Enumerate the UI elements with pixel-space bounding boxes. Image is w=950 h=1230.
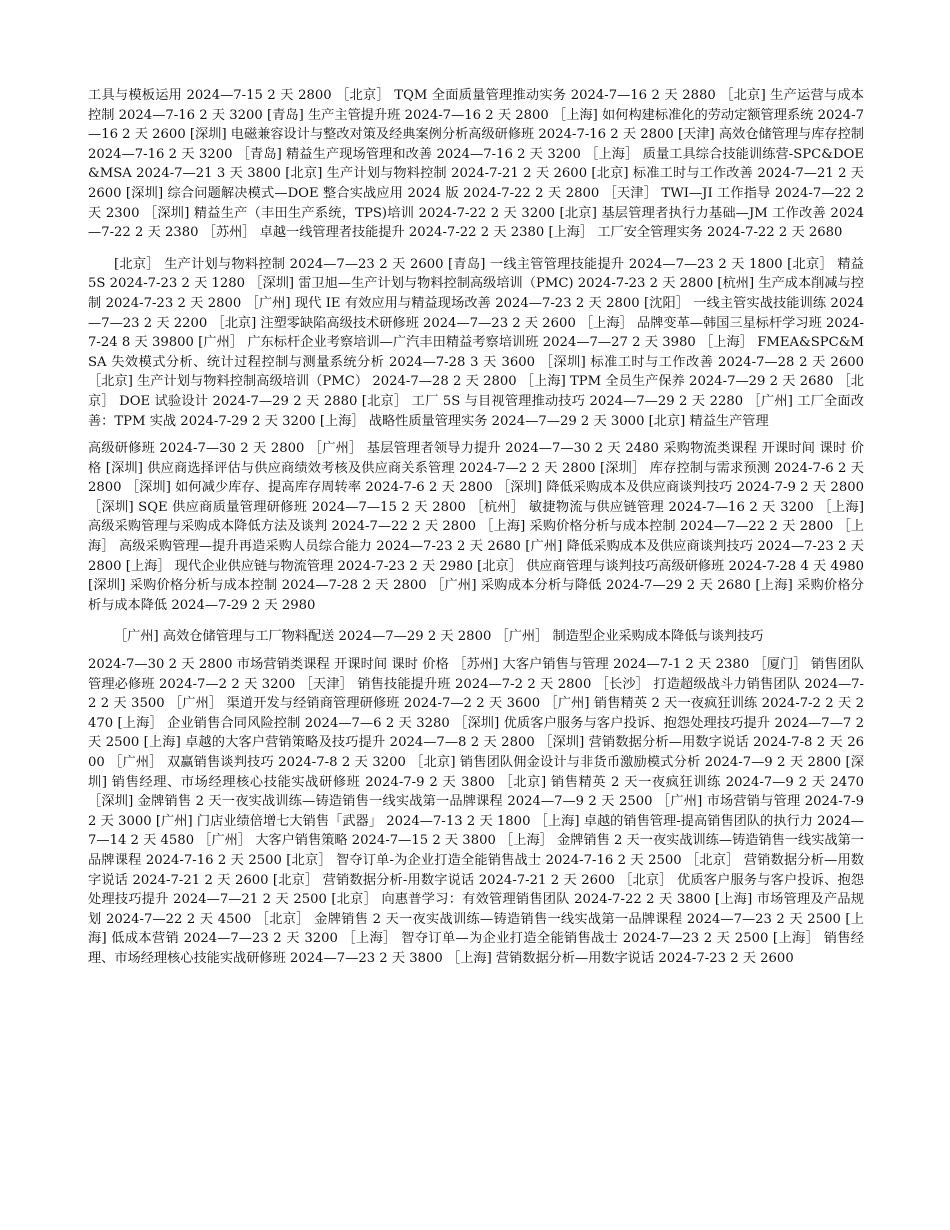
- spacer: [88, 647, 864, 655]
- spacer: [88, 615, 864, 627]
- spacer: [88, 243, 864, 255]
- paragraph-production-courses-2: [北京］ 生产计划与物料控制 2024—7—23 2 天 2600 [青岛] 一线主管管理技能提升 2024—7—23 2 天 1800 [北京］ 精益 5S 2024-7-23 2 天 1280 ［深圳] 雷卫旭—生产计划与物料控制高级培训（PMC) 2024-7-23 2 天 2800 [杭州] 生产成本削减与控制 2024-7-23 2 天 2800 ［广州] 现代 IE 有效应用与精益现场改善 2024—7-23 2 天 2800 [沈阳］ 一线主管实战技能训练 2024—7—23 2 天 2200 ［北京] 注塑零缺陷高级技术研修班 2024—7—23 2 天 2600 ［上海］ 品牌变革—韩国三星标杆学习班 2024-7-24 8 天 39800 [广州］ 广东标杆企业考察培训—广汽丰田精益考察培训班 2024—7—27 2 天 3980 ［上海］ FMEA&SPC&MSA 失效模式分析、统计过程控制与测量系统分析 2024—7-28 3 天 3600 ［深圳] 标准工时与工作改善 2024-7—28 2 天 2600 ［北京] 生产计划与物料控制高级培训（PMC） 2024-7—28 2 天 2800 ［上海] TPM 全员生产保养 2024-7—29 2 天 2680 ［北京］ DOE 试验设计 2024-7—29 2 天 2880 [北京］ 工厂 5S 与目视管理推动技巧 2024—7—29 2 天 2280 ［广州] 工厂全面改善：TPM 实战 2024-7-29 2 天 3200 [上海］ 战略性质量管理实务 2024—7—29 2 天 3000 [北京] 精益生产管理: [88, 256, 864, 429]
- spacer: [88, 431, 864, 439]
- document-page: [88, 86, 864, 969]
- paragraph-purchasing-courses: 高级研修班 2024-7—30 2 天 2800 ［广州］ 基层管理者领导力提升 2024—7—30 2 天 2480 采购物流类课程 开课时间 课时 价格 [深圳] 供应商选择评估与供应商绩效考核及供应商关系管理 2024-7—2 2 天 2800 [深圳］ 库存控制与需求预测 2024-7-6 2 天 2800 ［深圳] 如何减少库存、提高库存周转率 2024-7-6 2 天 2800 ［深圳] 降低采购成本及供应商谈判技巧 2024-7-9 2 天 2800 ［深圳] SQE 供应商质量管理研修班 2024—7—15 2 天 2800 ［杭州］ 敏捷物流与供应链管理 2024-7—16 2 天 3200 ［上海] 高级采购管理与采购成本降低方法及谈判 2024-7—22 2 天 2800 ［上海] 采购价格分析与成本控制 2024—7—22 2 天 2800 ［上海］ 高级采购管理—提升再造采购人员综合能力 2024—7-23 2 天 2680 [广州] 降低采购成本及供应商谈判技巧 2024—7-23 2 天 2800 [上海］ 现代企业供应链与物流管理 2024-7-23 2 天 2980 [北京］ 供应商管理与谈判技巧高级研修班 2024-7-28 4 天 4980 [深圳] 采购价格分析与成本控制 2024—7-28 2 天 2800 ［广州] 采购成本分析与降低 2024-7—29 2 天 2680 [上海] 采购价格分析与成本降低 2024—7-29 2 天 2980: [88, 441, 864, 613]
- paragraph-warehouse-line: ［广州] 高效仓储管理与工厂物料配送 2024—7—29 2 天 2800 ［广州］ 制造型企业采购成本降低与谈判技巧: [114, 629, 764, 645]
- paragraph-marketing-courses: 2024-7—30 2 天 2800 市场营销类课程 开课时间 课时 价格 ［苏州] 大客户销售与管理 2024—7-1 2 天 2380 ［厦门］ 销售团队管理必修班 2024-7—2 2 天 3200 ［天津］ 销售技能提升班 2024—7-2 2 天 2800 ［长沙］ 打造超级战斗力销售团队 2024—7-2 2 天 3500 ［广州］ 渠道开发与经销商管理研修班 2024-7—2 2 天 3600 ［广州] 销售精英 2 天一夜疯狂训练 2024-7-2 2 天 2470 [上海］ 企业销售合同风险控制 2024—7—6 2 天 3280 ［深圳] 优质客户服务与客户投诉、抱怨处理技巧提升 2024—7—7 2 天 2500 [上海] 卓越的大客户营销策略及技巧提升 2024—7—8 2 天 2800 ［深圳] 营销数据分析—用数字说话 2024-7-8 2 天 2600 ［广州］ 双赢销售谈判技巧 2024-7-8 2 天 3200 ［北京] 销售团队佣金设计与非货币激励模式分析 2024-7—9 2 天 2800 [深圳] 销售经理、市场经理核心技能实战研修班 2024-7-9 2 天 3800 ［北京] 销售精英 2 天一夜疯狂训练 2024-7—9 2 天 2470 ［深圳] 金牌销售 2 天一夜实战训练—铸造销售一线实战第一品牌课程 2024—7—9 2 天 2500 ［广州] 市场营销与管理 2024-7-9 2 天 3000 [广州] 门店业绩倍增七大销售「武器」 2024—7-13 2 天 1800 ［上海] 卓越的销售管理-提高销售团队的执行力 2024—7—14 2 天 4580 ［广州］ 大客户销售策略 2024-7—15 2 天 3800 ［上海］ 金牌销售 2 天一夜实战训练—铸造销售一线实战第一品牌课程 2024-7-16 2 天 2500 [北京］ 智夺订单-为企业打造全能销售战士 2024-7-16 2 天 2500 ［北京］ 营销数据分析—用数字说话 2024-7-21 2 天 2600 [北京］ 营销数据分析-用数字说话 2024-7-21 2 天 2600 ［北京］ 优质客户服务与客户投诉、抱怨处理技巧提升 2024—7—21 2 天 2500 [北京］ 向惠普学习：有效管理销售团队 2024-7-22 2 天 3800 [上海] 市场管理及产品规划 2024-7—22 2 天 4500 ［北京］ 金牌销售 2 天一夜实战训练—铸造销售一线实战第一品牌课程 2024—7—23 2 天 2500 [上海] 低成本营销 2024—7—23 2 天 3200 ［上海］ 智夺订单—为企业打造全能销售战士 2024-7—23 2 天 2500 [上海］ 销售经理、市场经理核心技能实战研修班 2024—7—23 2 天 3800 ［上海] 营销数据分析—用数字说话 2024-7-23 2 天 2600: [88, 657, 864, 966]
- paragraph-production-courses-1: 工具与模板运用 2024—7-15 2 天 2800 ［北京］ TQM 全面质量管理推动实务 2024-7—16 2 天 2880 ［北京] 生产运营与成本控制 2024—7-16 2 天 3200 [青岛] 生产主管提升班 2024-7—16 2 天 2800 ［上海] 如何构建标准化的劳动定额管理系统 2024-7—16 2 天 2600 [深圳] 电磁兼容设计与整改对策及经典案例分析高级研修班 2024-7-16 2 天 2800 [天津] 高效仓储管理与库存控制 2024—7-16 2 天 3200 ［青岛] 精益生产现场管理和改善 2024—7-16 2 天 3200 ［上海］ 质量工具综合技能训练营-SPC&DOE&MSA 2024-7—21 3 天 3800 [北京] 生产计划与物料控制 2024-7-21 2 天 2600 [北京] 标准工时与工作改善 2024-7—21 2 天 2600 [深圳] 综合问题解决模式—DOE 整合实战应用 2024 版 2024-7-22 2 天 2800 ［天津］ TWI—JI 工作指导 2024-7—22 2 天 2300 ［深圳] 精益生产（丰田生产系统，TPS)培训 2024-7-22 2 天 3200 [北京] 基层管理者执行力基础—JM 工作改善 2024—7-22 2 天 2380 ［苏州］ 卓越一线管理者技能提升 2024-7-22 2 天 2380 [上海］ 工厂安全管理实务 2024-7-22 2 天 2680: [88, 88, 864, 241]
